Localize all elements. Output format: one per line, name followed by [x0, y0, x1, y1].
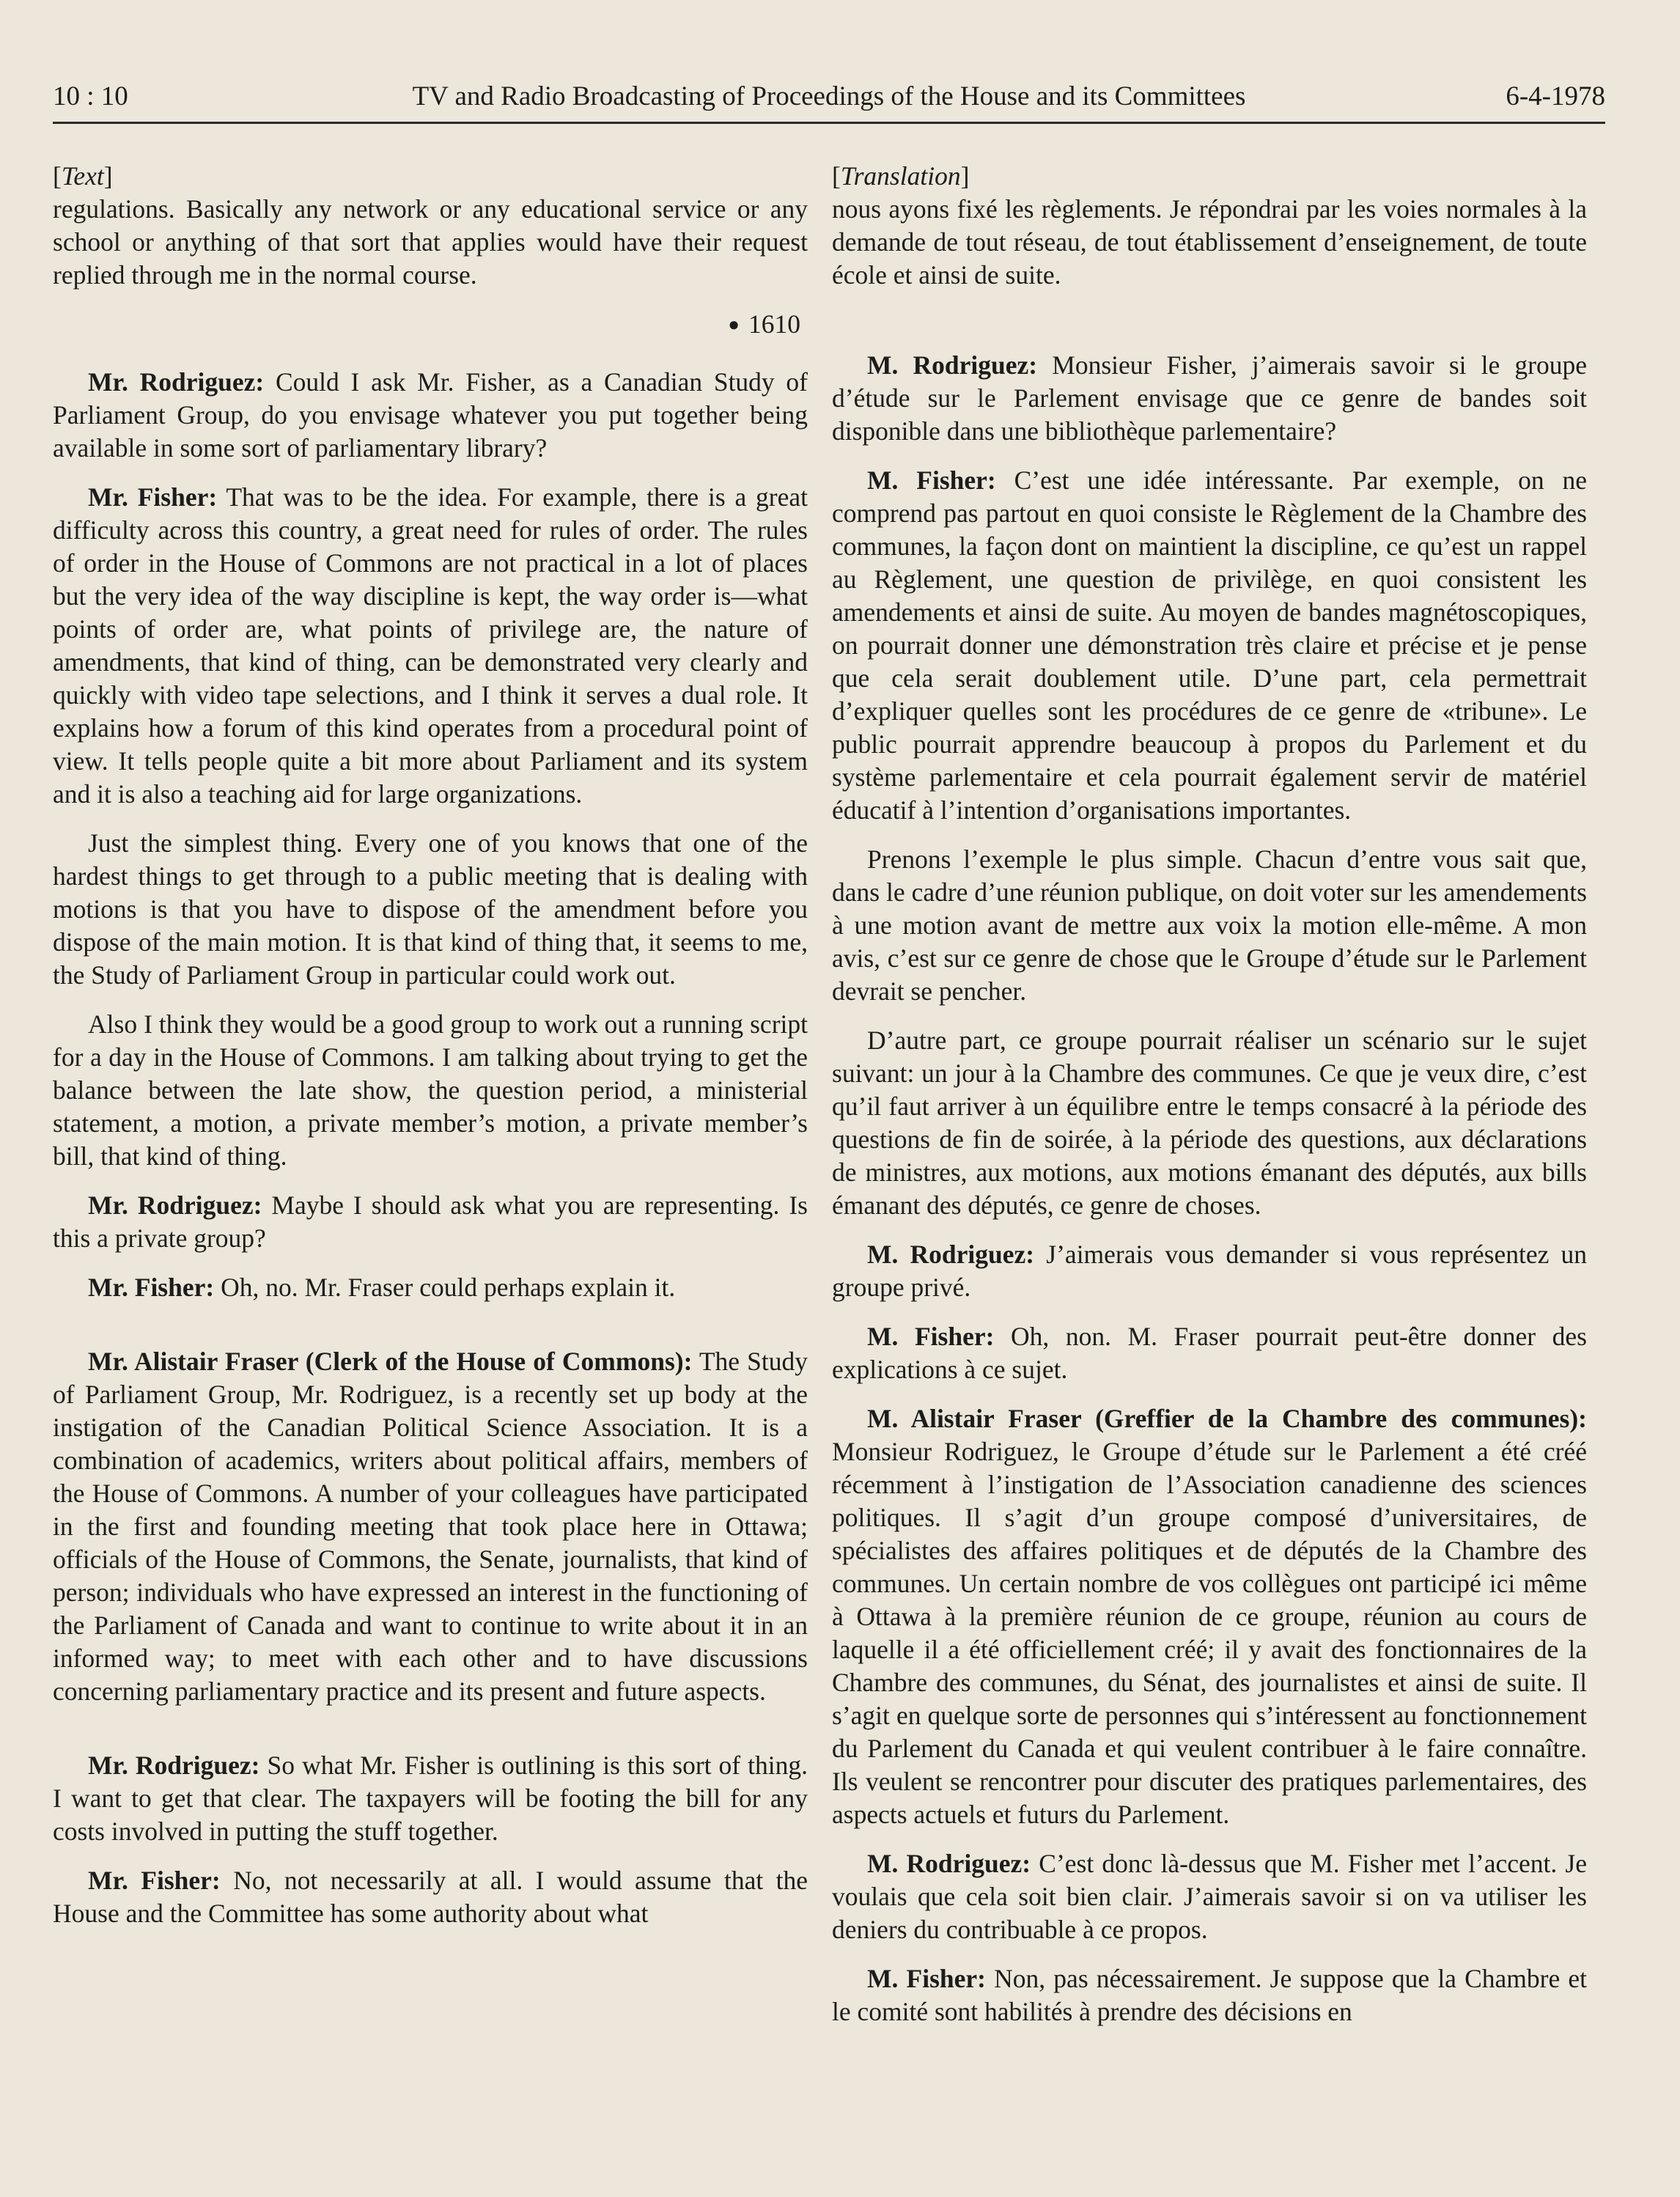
speaker-name: M. Fisher:	[867, 465, 996, 495]
running-title: TV and Radio Broadcasting of Proceedings of the House and its Committees	[412, 81, 1246, 111]
paragraph: M. Rodriguez: Monsieur Fisher, j’aimerais savoir si le groupe d’étude sur le Parlement envisage que ce genre de bandes soit disponible dans une bibliothèque parlementaire?	[832, 350, 1587, 446]
english-column	[53, 160, 808, 1930]
speaker-name: Mr. Alistair Fraser (Clerk of the House of Commons):	[88, 1347, 693, 1376]
paragraph: M. Rodriguez: J’aimerais vous demander si vous représentez un groupe privé.	[832, 1240, 1587, 1302]
speaker-name: M. Alistair Fraser (Greffier de la Chambre des communes):	[867, 1404, 1587, 1433]
column-label-translation: [Translation]	[832, 161, 970, 191]
speaker-name: Mr. Fisher:	[88, 482, 218, 512]
speaker-name: M. Rodriguez:	[867, 1240, 1035, 1269]
paragraph: M. Rodriguez: C’est donc là-dessus que M. Fisher met l’accent. Je voulais que cela soit bien clair. J’aimerais savoir si on va utiliser les deniers du contribuable à ce propos.	[832, 1849, 1587, 1944]
paragraph: D’autre part, ce groupe pourrait réaliser un scénario sur le sujet suivant: un jour à la Chambre des communes. Ce que je veux dire, c’est qu’il faut arriver à un équilibre entre le temps consacré à la période des questions de fin de soirée, à la période des questions, aux déclarations de ministres, aux motions, aux motions émanant des députés, aux bills émanant des députés, ce genre de choses.	[832, 1026, 1587, 1220]
paragraph: Mr. Rodriguez: Could I ask Mr. Fisher, as a Canadian Study of Parliament Group, do you envisage whatever you put together being available in some sort of parliamentary library?	[53, 367, 808, 463]
speaker-name: M. Fisher:	[867, 1322, 995, 1351]
paragraph: Prenons l’exemple le plus simple. Chacun d’entre vous sait que, dans le cadre d’une réunion publique, on doit voter sur les amendements à une motion avant de mettre aux voix la motion elle-même. A mon avis, c’est sur ce genre de chose que le Groupe d’étude sur le Parlement devrait se pencher.	[832, 844, 1587, 1006]
paragraph: nous ayons fixé les règlements. Je répondrai par les voies normales à la demande de tout réseau, de tout établissement d’enseignement, de toute école et ainsi de suite.	[832, 194, 1587, 290]
paragraph: Mr. Rodriguez: Maybe I should ask what you are representing. Is this a private group?	[53, 1190, 808, 1253]
speaker-name: Mr. Fisher:	[88, 1273, 215, 1302]
page-header	[53, 81, 1605, 124]
speaker-name: M. Fisher:	[867, 1964, 986, 1993]
speaker-name: Mr. Rodriguez:	[88, 367, 265, 397]
paragraph: Mr. Fisher: That was to be the idea. For example, there is a great difficulty across this country, a great need for rules of order. The rules of order in the House of Commons are not practical in a lot of places but the very idea of the way discipline is kept, the way order is—what points of order are, what points of privilege are, the nature of amendments, that kind of thing, can be demonstrated very clearly and quickly with video tape selections, and I think it serves a dual role. It explains how a forum of this kind operates from a procedural point of view. It tells people quite a bit more about Parliament and its system and it is also a teaching aid for large organizations.	[53, 482, 808, 809]
sitting-date: 6-4-1978	[1506, 81, 1605, 111]
paragraph: M. Alistair Fraser (Greffier de la Chambre des communes): Monsieur Rodriguez, le Groupe d’étude sur le Parlement a été créé récemment à l’instigation de l’Association canadienne des sciences politiques. Il s’agit d’un groupe composé d’universitaires, de spécialistes des affaires politiques et de députés de la Chambre des communes. Un certain nombre de vos collègues ont participé ici même à Ottawa à la première réunion de ce groupe, réunion au cours de laquelle il a été officiellement créé; il y avait des fonctionnaires de la Chambre des communes, du Sénat, des journalistes et ainsi de suite. Il s’agit en quelque sorte de personnes qui s’intéressent au fonctionnement du Parlement du Canada et qui veulent contribuer à le faire connaître. Ils veulent se rencontrer pour discuter des pratiques parlementaires, des aspects actuels et futurs du Parlement.	[832, 1404, 1587, 1829]
paragraph: Also I think they would be a good group to work out a running script for a day in the House of Commons. I am talking about trying to get the balance between the late show, the question period, a ministerial statement, a motion, a private member’s motion, a private member’s bill, that kind of thing.	[53, 1009, 808, 1171]
paragraph: M. Fisher: Oh, non. M. Fraser pourrait peut-être donner des explications à ce sujet.	[832, 1322, 1587, 1384]
paragraph: M. Fisher: Non, pas nécessairement. Je suppose que la Chambre et le comité sont habilités à prendre des décisions en	[832, 1964, 1587, 2026]
timestamp: ● 1610	[728, 309, 800, 339]
french-column	[832, 160, 1587, 2028]
paragraph: M. Fisher: C’est une idée intéressante. Par exemple, on ne comprend pas partout en quoi consiste le Règlement de la Chambre des communes, la façon dont on maintient la discipline, ce qu’est un rappel au Règlement, une question de privilège, en quoi consistent les amendements et ainsi de suite. Au moyen de bandes magnétoscopiques, on pourrait donner une démonstration très claire et précise et je pense que cela serait doublement utile. D’une part, cela permettrait d’expliquer quelles sont les procédures de ce genre de «tribune». Le public pourrait apprendre beaucoup à propos du Parlement et du système parlementaire et cela pourrait également servir de matériel éducatif à l’intention d’organisations importantes.	[832, 465, 1588, 825]
paragraph: regulations. Basically any network or any educational service or any school or anything of that sort that applies would have their request replied through me in the normal course.	[53, 194, 808, 290]
speaker-name: M. Rodriguez:	[867, 350, 1038, 380]
paragraph: Just the simplest thing. Every one of you knows that one of the hardest things to get through to a public meeting that is dealing with motions is that you have to dispose of the amendment before you dispose of the main motion. It is that kind of thing that, it seems to me, the Study of Parliament Group in particular could work out.	[53, 828, 808, 990]
speaker-name: M. Rodriguez:	[867, 1849, 1031, 1878]
paragraph: Mr. Alistair Fraser (Clerk of the House of Commons): The Study of Parliament Group, Mr. Rodriguez, is a recently set up body at the instigation of the Canadian Political Science Association. It is a combination of academics, writers about political affairs, members of the House of Commons. A number of your colleagues have participated in the first and founding meeting that took place here in Ottawa; officials of the House of Commons, the Senate, journalists, that kind of person; individuals who have expressed an interest in the functioning of the Parliament of Canada and want to continue to write about it in an informed way; to meet with each other and to have discussions concerning parliamentary practice and its present and future aspects.	[53, 1347, 808, 1706]
speaker-name: Mr. Fisher:	[88, 1866, 221, 1895]
paragraph: Mr. Rodriguez: So what Mr. Fisher is outlining is this sort of thing. I want to get that clear. The taxpayers will be footing the bill for any costs involved in putting the stuff together.	[53, 1751, 808, 1846]
column-label-text: [Text]	[53, 161, 113, 191]
page-number: 10 : 10	[53, 81, 128, 111]
speaker-name: Mr. Rodriguez:	[88, 1190, 262, 1220]
speaker-name: Mr. Rodriguez:	[88, 1751, 260, 1780]
bullet-icon: ●	[728, 314, 740, 335]
paragraph: Mr. Fisher: No, not necessarily at all. I would assume that the House and the Committee has some authority about what	[53, 1866, 808, 1928]
paragraph: Mr. Fisher: Oh, no. Mr. Fraser could perhaps explain it.	[88, 1273, 676, 1302]
